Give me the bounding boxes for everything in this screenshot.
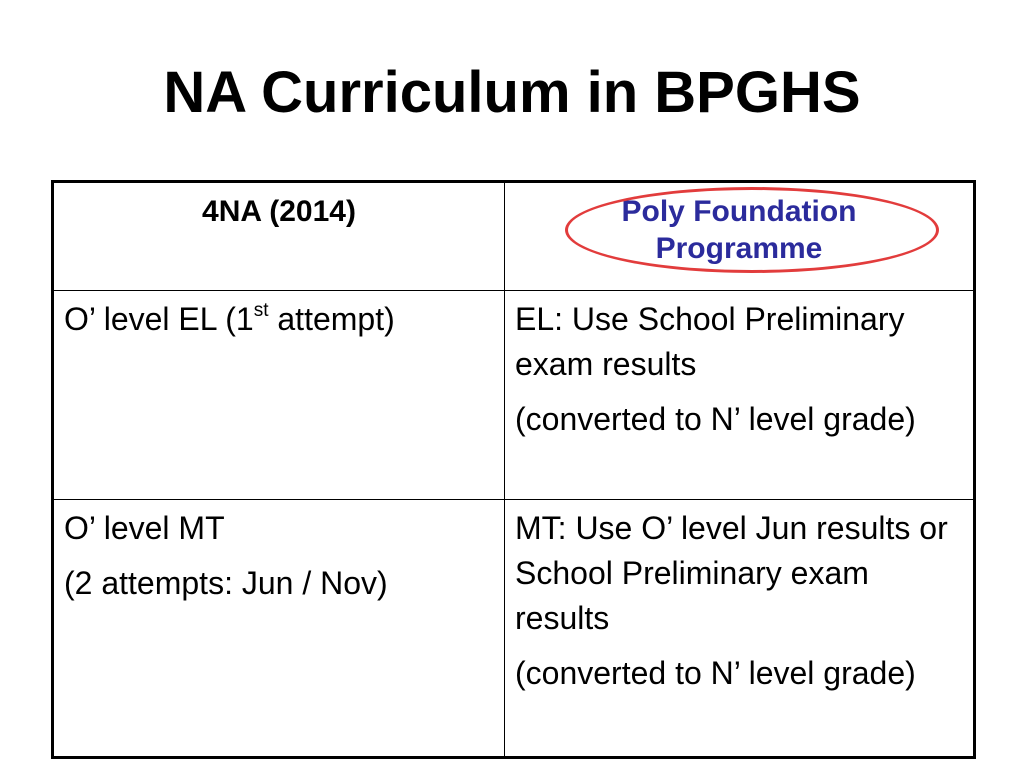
el-attempt-sup: st — [253, 300, 269, 321]
el-attempt-pre: O’ level EL (1 — [64, 301, 254, 337]
header-poly-foundation-line2: Programme — [655, 232, 823, 265]
header-4na-2014 — [53, 182, 505, 291]
el-use-text: EL: Use School Preliminary exam results — [515, 301, 905, 382]
table-row — [53, 291, 975, 500]
mt-attempts-text: (2 attempts: Jun / Nov) — [64, 565, 388, 601]
cell-mt-pfp — [505, 500, 975, 758]
cell-el-pfp — [505, 291, 975, 500]
table-row — [53, 500, 975, 758]
cell-el-4na — [53, 291, 505, 500]
el-converted-text: (converted to N’ level grade) — [515, 401, 916, 437]
el-attempt-text — [64, 297, 494, 342]
mt-use-text: MT: Use O’ level Jun results or School Preliminary exam results — [515, 510, 948, 636]
cell-mt-4na — [53, 500, 505, 758]
mt-level-text: O’ level MT — [64, 510, 225, 546]
header-4na-2014-label: 4NA (2014) — [202, 195, 356, 228]
table-header-row — [53, 182, 975, 291]
el-attempt-post: attempt) — [268, 301, 395, 337]
curriculum-table — [51, 180, 976, 759]
mt-converted-text: (converted to N’ level grade) — [515, 655, 916, 691]
header-poly-foundation-programme — [505, 182, 975, 291]
header-poly-foundation-line1: Poly Foundation — [621, 195, 857, 228]
slide-title: NA Curriculum in BPGHS — [163, 60, 861, 125]
